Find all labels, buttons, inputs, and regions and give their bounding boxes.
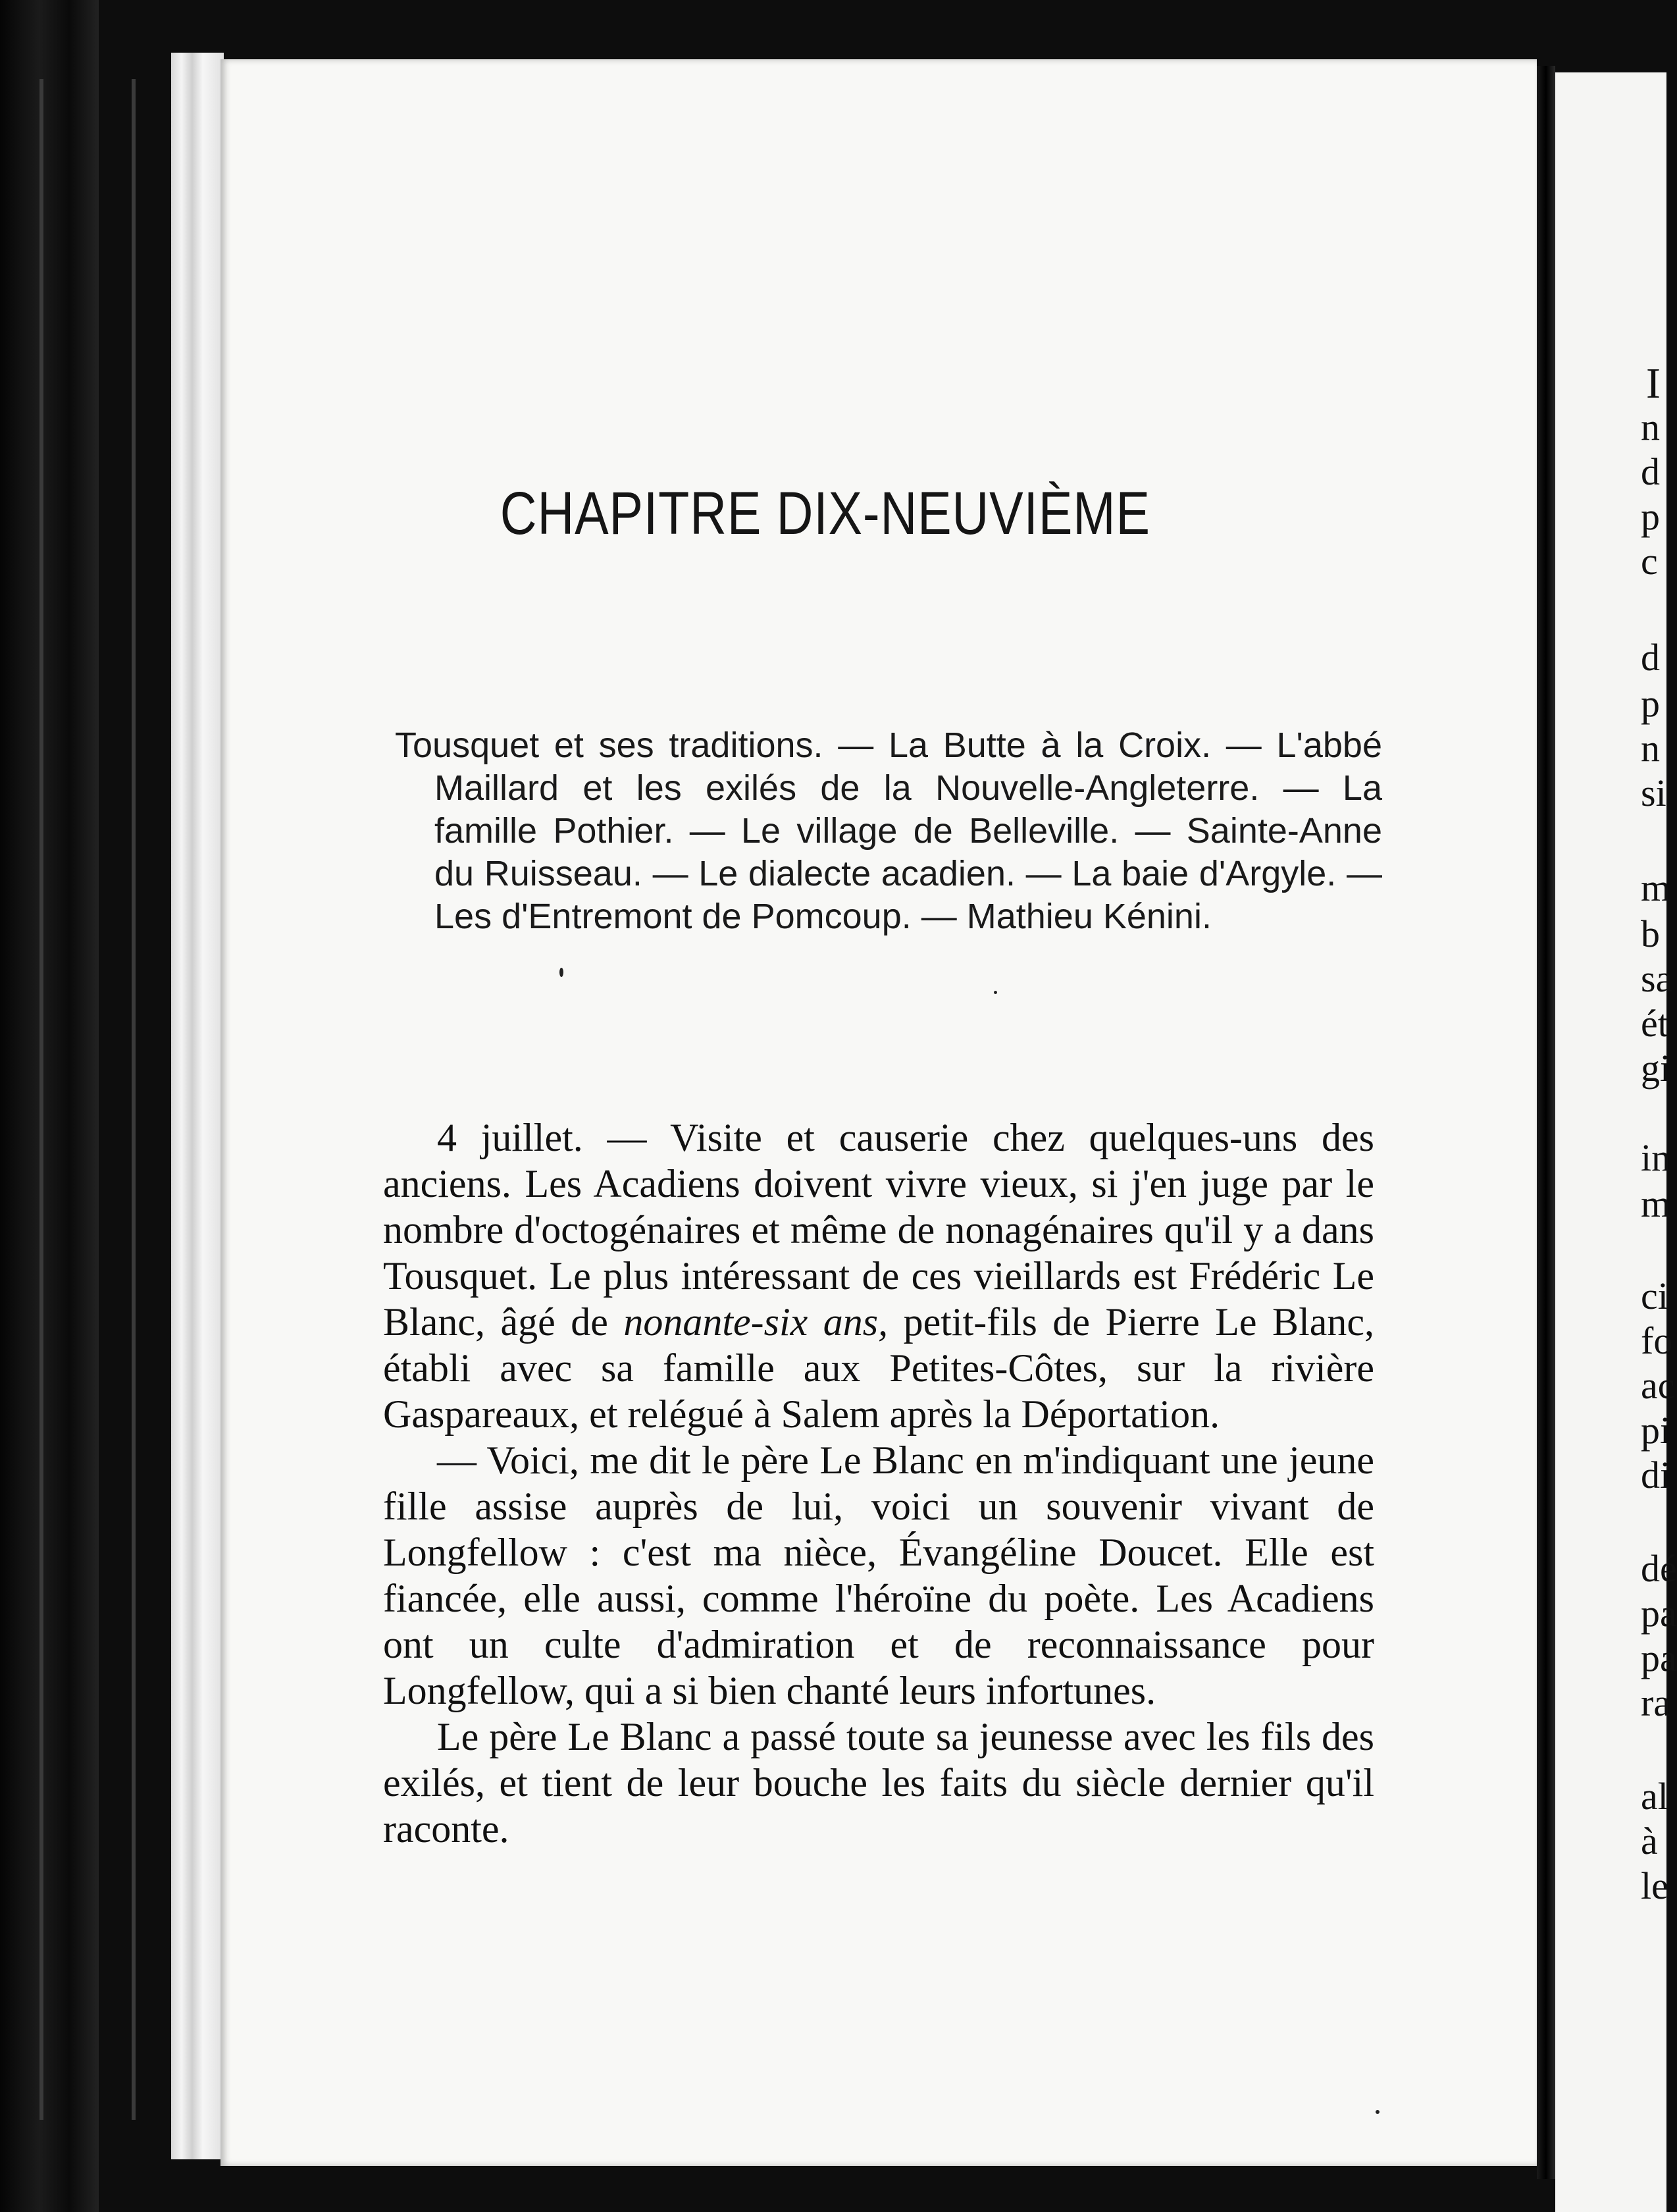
page-fragment: di: [1641, 1454, 1671, 1496]
page-fragment: I: [1646, 359, 1661, 408]
page-fragment: d: [1641, 450, 1660, 493]
page-fragment: n: [1641, 727, 1660, 770]
spine-edge: [132, 79, 136, 2120]
book-gutter: [1537, 66, 1555, 2179]
page-fragment: le: [1641, 1864, 1668, 1907]
paper-speck: [1376, 2110, 1380, 2114]
page-fragment: ra: [1641, 1681, 1671, 1724]
chapter-title: CHAPITRE DIX-NEUVIÈME: [500, 480, 1150, 547]
page-fragment: à: [1641, 1820, 1658, 1862]
page-fragment: m: [1641, 866, 1671, 909]
italic-phrase: nonante-six ans,: [623, 1300, 889, 1344]
page-fragment: si: [1641, 772, 1666, 814]
page-fragment: p: [1641, 682, 1660, 725]
page-fragment: ac: [1641, 1364, 1675, 1407]
page-fragment: dé: [1641, 1547, 1677, 1590]
paragraph-text: petit-fils de Pierre Le Blanc, établi avec sa famille aux Petites-Côtes, sur la rivière Gaspareaux, et relégué à Salem après la Déportation.: [383, 1300, 1374, 1436]
paper-speck: [559, 968, 563, 977]
page-fragment: fo: [1641, 1319, 1673, 1362]
page-fragment: ét: [1641, 1002, 1668, 1045]
page-fragment: n: [1641, 406, 1660, 448]
page-fragment: ci: [1641, 1275, 1668, 1317]
page-fragment: al: [1641, 1775, 1668, 1818]
book-spine: [0, 0, 99, 2212]
chapter-summary: [395, 724, 1382, 938]
page-fragment: c: [1641, 540, 1658, 583]
page-fragment: p: [1641, 495, 1660, 538]
summary-text: Tousquet et ses traditions. — La Butte à la Croix. — L'abbé Maillard et les exilés de la Nouvelle-Angleterre. — La famille Pothier. — Le village de Belleville. — Sainte-Anne du Ruisseau. — Le dialecte acadien. — La baie d'Argyle. — Les d'Entremont de Pomcoup. — Mathieu Kénini.: [395, 725, 1382, 936]
spine-edge: [39, 79, 43, 2120]
page-fragment: b: [1641, 912, 1660, 955]
paper-speck: [994, 991, 997, 994]
paragraph-text: 4 juillet. — Visite et causerie chez quelques-uns des anciens. Les Acadiens doivent vivre vieux, si j'en juge par le nombre d'octogénaires et même de nonagénaires qu'il y a dans Tousquet. Le plus intéressant de ces vieillards est Frédéric Le Blanc, âgé de: [383, 1116, 1374, 1344]
page-fragment: pa: [1641, 1637, 1677, 1679]
page-fragment: sa: [1641, 957, 1673, 1000]
page-fragment: in: [1641, 1136, 1671, 1179]
chapter-body: [383, 1115, 1374, 1852]
page-fragment: pa: [1641, 1592, 1677, 1635]
page-fragment: m: [1641, 1182, 1671, 1225]
page-fragment: gi: [1641, 1047, 1671, 1090]
facing-page: [1555, 72, 1677, 2212]
paragraph: Le père Le Blanc a passé toute sa jeunesse avec les fils des exilés, et tient de leur bouche les faits du siècle dernier qu'il raconte.: [383, 1715, 1374, 1851]
page-edges: [171, 53, 224, 2159]
page-fragment: pi: [1641, 1409, 1671, 1452]
paragraph: [383, 1115, 1374, 1437]
page-fragment: d: [1641, 636, 1660, 679]
paragraph: — Voici, me dit le père Le Blanc en m'indiquant une jeune fille assise auprès de lui, voici un souvenir vivant de Longfellow : c'est ma nièce, Évangéline Doucet. Elle est fiancée, elle aussi, comme l'héroïne du poète. Les Acadiens ont un culte d'admiration et de reconnaissance pour Longfellow, qui a si bien chanté leurs infortunes.: [383, 1438, 1374, 1712]
